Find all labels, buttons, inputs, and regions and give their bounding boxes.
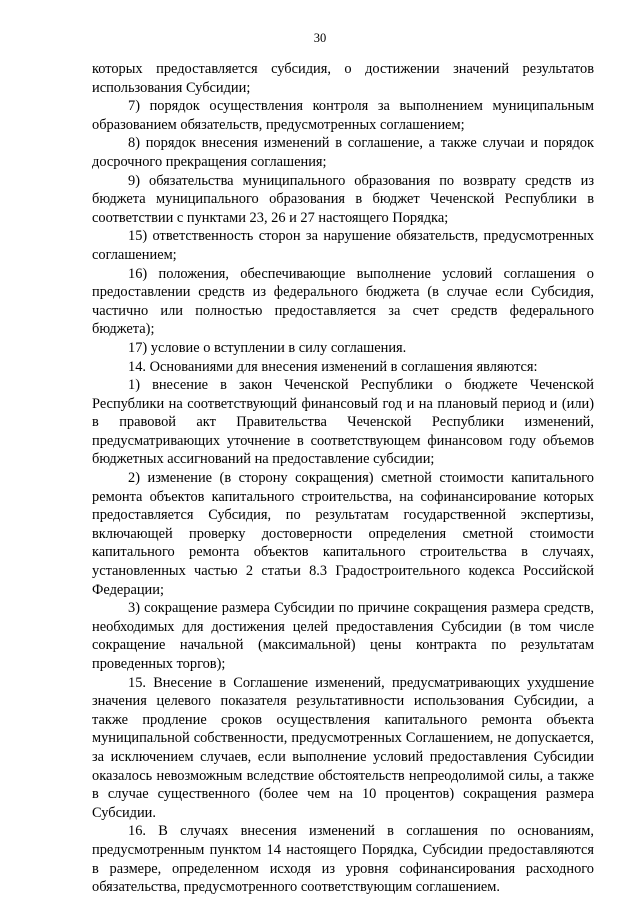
paragraph-section-14-item-1: 1) внесение в закон Чеченской Республики о бюджете Чеченской Республики на соответствующий финансовый год и на плановый период и (или) в правовой акт Правительства Чеченской Республики изменений, предусматривающих уточнение в соответствующем финансовом году объемов бюджетных ассигнований на предоставление субсидии; (92, 377, 594, 468)
paragraph-continuation: которых предоставляется субсидия, о достижении значений результатов использования Субсидии; (92, 61, 594, 96)
document-body (92, 60, 594, 897)
paragraph-section-14-item-3: 3) сокращение размера Субсидии по причине сокращения размера средств, необходимых для достижения целей предоставления Субсидии (в том числе сокращение начальной (максимальной) цены контракта по результатам проведенных торгов); (92, 600, 594, 672)
paragraph-item-16: 16) положения, обеспечивающие выполнение условий соглашения о предоставлении средств из федерального бюджета (в случае если Субсидия, частично или полностью предоставляется за счет средств федерального бюджета); (92, 265, 594, 338)
paragraph-item-17: 17) условие о вступлении в силу соглашения. (128, 339, 407, 356)
paragraph-section-16: 16. В случаях внесения изменений в соглашения по основаниям, предусмотренным пунктом 14 настоящего Порядка, Субсидии предоставляются в размере, определенном исходя из уровня софинансирования расходного обязательства, предусмотренного соответствующим соглашением. (92, 823, 594, 896)
paragraph-item-8: 8) порядок внесения изменений в соглашение, а также случаи и порядок досрочного прекращения соглашения; (92, 135, 594, 170)
paragraph-item-15: 15) ответственность сторон за нарушение обязательств, предусмотренных соглашением; (92, 228, 594, 263)
paragraph-item-9: 9) обязательства муниципального образования по возврату средств из бюджета муниципального образования в бюджет Чеченской Республики в соответствии с пунктами 23, 26 и 27 настоящего Порядка; (92, 172, 594, 226)
paragraph-section-14-item-2: 2) изменение (в сторону сокращения) сметной стоимости капитального ремонта объектов капитального строительства, на софинансирование которых предоставляется Субсидия, по результатам государственной экспертизы, включающей проверку достоверности определения сметной стоимости капитального ремонта объектов капитального строительства в случаях, установленных частью 2 статьи 8.3 Градостроительного кодекса Российской Федерации; (92, 470, 594, 598)
paragraph-item-7: 7) порядок осуществления контроля за выполнением муниципальным образованием обязательств, предусмотренных соглашением; (92, 98, 594, 133)
paragraph-section-14: 14. Основаниями для внесения изменений в соглашения являются: (128, 358, 538, 375)
paragraph-section-15: 15. Внесение в Соглашение изменений, предусматривающих ухудшение значения целевого показателя результативности использования Субсидии, а также продление сроков осуществления капитального ремонта объекта муниципальной собственности, предусмотренных Соглашением, не допускается, за исключением случаев, если выполнение условий предоставления Субсидии оказалось невозможным вследствие обстоятельств непреодолимой силы, а также в случае существенного (более чем на 10 процентов) сокращения размера Субсидии. (92, 674, 594, 821)
page-number: 30 (313, 31, 327, 45)
